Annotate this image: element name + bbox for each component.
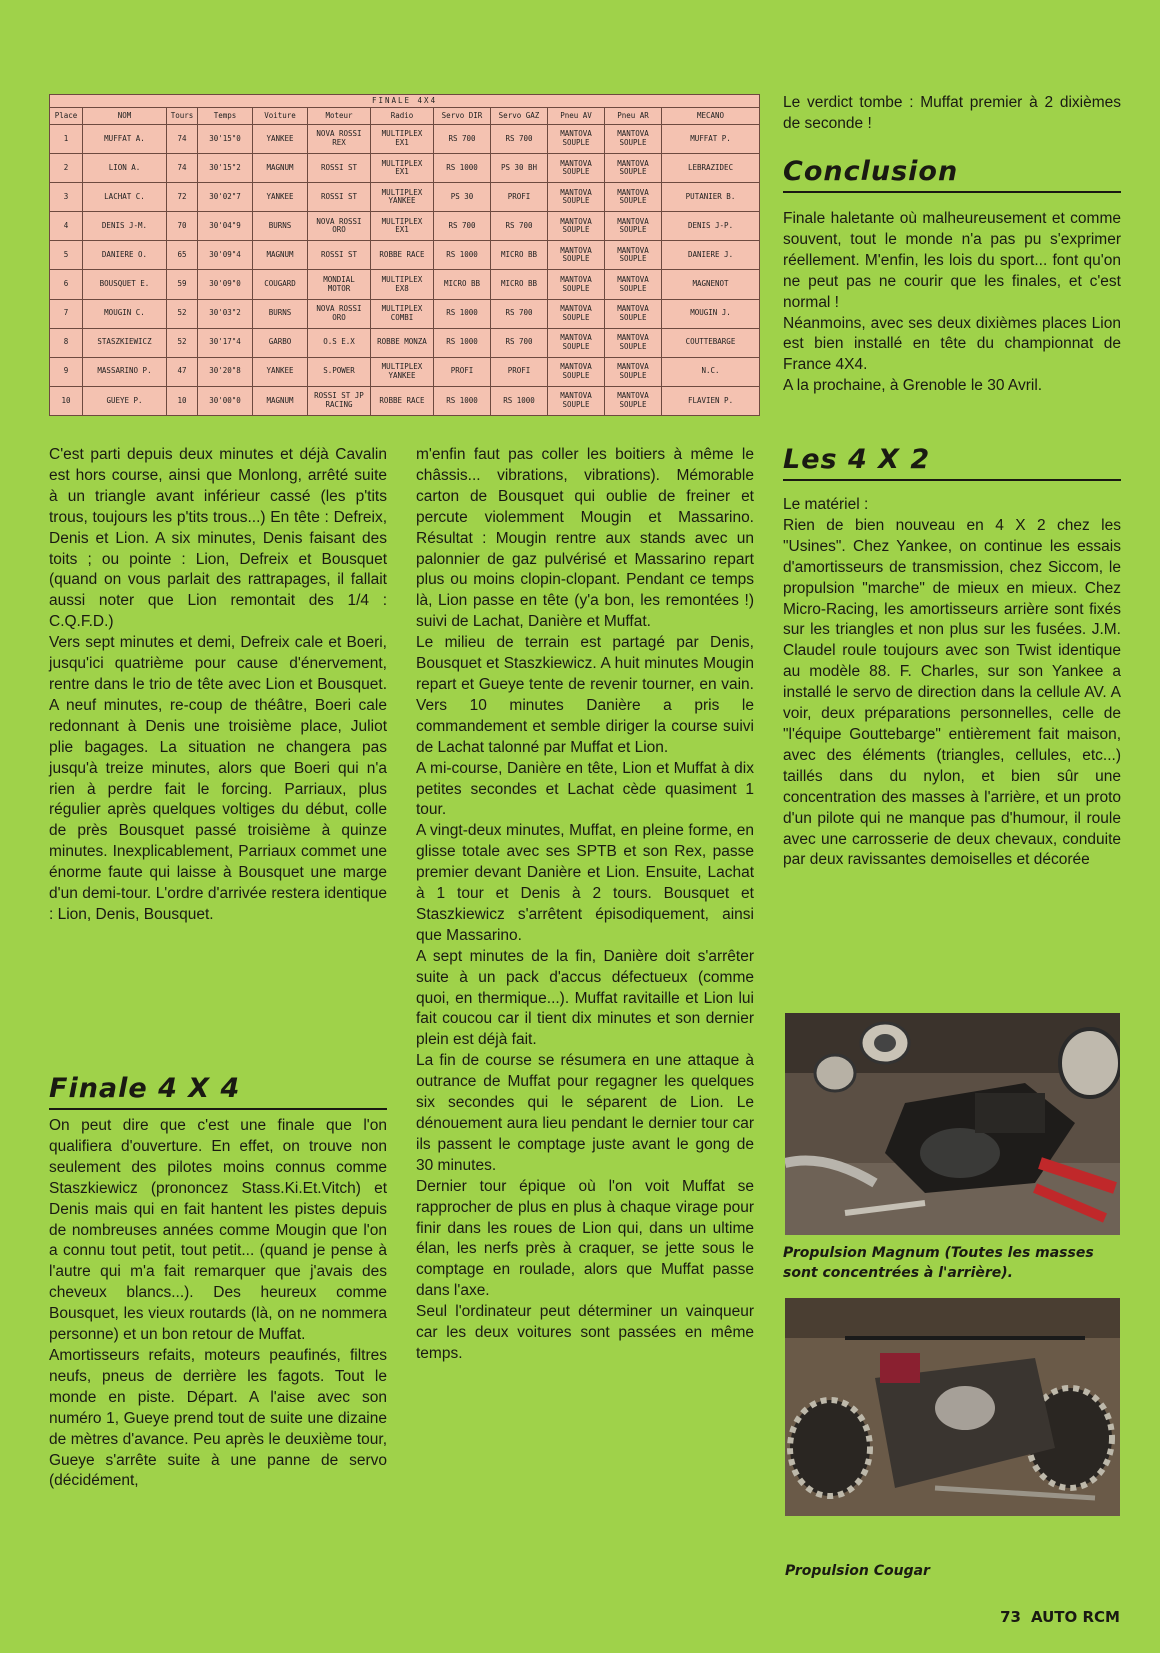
- table-cell: N.C.: [662, 357, 760, 386]
- table-cell: ROSSI ST: [308, 154, 371, 183]
- table-cell: MANTOVA SOUPLE: [548, 328, 605, 357]
- table-cell: MANTOVA SOUPLE: [548, 212, 605, 241]
- table-cell: MICRO BB: [491, 241, 548, 270]
- materiel-text: [783, 495, 1121, 871]
- table-cell: 65: [167, 241, 198, 270]
- table-cell: RS 1000: [434, 386, 491, 415]
- table-cell: MAGNUM: [253, 386, 308, 415]
- paragraph: Le matériel :: [783, 496, 869, 513]
- table-cell: MONDIAL MOTOR: [308, 270, 371, 299]
- table-cell: 30'02"7: [198, 183, 253, 212]
- table-cell: 9: [50, 357, 83, 386]
- table-cell: ROBBE RACE: [371, 241, 434, 270]
- table-cell: LEBRAZIDEC: [662, 154, 760, 183]
- table-cell: DENIS J-M.: [83, 212, 167, 241]
- table-cell: 74: [167, 154, 198, 183]
- table-row: [50, 212, 760, 241]
- column-1-top: [49, 445, 387, 926]
- table-cell: MICRO BB: [491, 270, 548, 299]
- table-cell: 30'04"9: [198, 212, 253, 241]
- table-cell: 59: [167, 270, 198, 299]
- table-cell: 30'15"2: [198, 154, 253, 183]
- table-cell: 30'00"0: [198, 386, 253, 415]
- table-cell: PS 30: [434, 183, 491, 212]
- table-cell: BOUSQUET E.: [83, 270, 167, 299]
- table-header-cell: Pneu AR: [605, 108, 662, 125]
- table-cell: 4: [50, 212, 83, 241]
- table-cell: MANTOVA SOUPLE: [605, 328, 662, 357]
- column-2: [416, 445, 754, 1365]
- table-row: [50, 299, 760, 328]
- table-cell: MAGNUM: [253, 241, 308, 270]
- paragraph: A mi-course, Danière en tête, Lion et Muffat à dix petites secondes et Lachat cède quasiment 1 tour.: [416, 759, 754, 819]
- section-title-4x2: Les 4 X 2: [783, 443, 1121, 481]
- table-cell: RS 1000: [434, 241, 491, 270]
- caption-propulsion-magnum: Propulsion Magnum (Toutes les masses sont concentrées à l'arrière).: [783, 1245, 1094, 1281]
- table-header-row: [50, 108, 760, 125]
- table-row: [50, 154, 760, 183]
- paragraph: A sept minutes de la fin, Danière doit s'arrêter suite à un pack d'accus défectueux (comme quoi, en thermique...). Muffat ravitaille et Lion lui fait coucou car il tient dix minutes et son dernier plein est déjà fait.: [416, 947, 754, 1049]
- table-cell: 30'03"2: [198, 299, 253, 328]
- paragraph: On peut dire que c'est une finale que l'on qualifiera d'ouverture. En effet, on trouve non seulement des pilotes moins connus comme Staszkiewicz (prononcez Stass.Ki.Et.Vitch) et Denis mais qui en fait hantent les pistes depuis de nombreuses années comme Mougin que l'on a connu tout petit, tout petit... (quand je pense à l'autre qui m'a fait remarquer que j'avais des cheveux blancs...). Des heureux comme Bousquet, les vieux routards (là, on ne nommera personne) et un bon retour de Muffat.: [49, 1117, 387, 1344]
- verdict-text: [783, 93, 1121, 135]
- table-cell: YANKEE: [253, 125, 308, 154]
- table-cell: PROFI: [491, 183, 548, 212]
- table-cell: PROFI: [491, 357, 548, 386]
- table-header-cell: NOM: [83, 108, 167, 125]
- table-cell: PS 30 BH: [491, 154, 548, 183]
- table-cell: 52: [167, 328, 198, 357]
- table-row: [50, 357, 760, 386]
- table-cell: NOVA ROSSI ORO: [308, 299, 371, 328]
- table-cell: MANTOVA SOUPLE: [605, 299, 662, 328]
- table-cell: MULTIPLEX COMBI: [371, 299, 434, 328]
- column-1-bottom: [49, 1116, 387, 1492]
- table-cell: MANTOVA SOUPLE: [605, 154, 662, 183]
- photo-propulsion-magnum: [785, 1013, 1120, 1235]
- table-cell: DENIS J-P.: [662, 212, 760, 241]
- table-cell: S.POWER: [308, 357, 371, 386]
- table-cell: RS 700: [491, 328, 548, 357]
- table-cell: 10: [50, 386, 83, 415]
- table-cell: RS 1000: [491, 386, 548, 415]
- table-cell: LACHAT C.: [83, 183, 167, 212]
- table-cell: 7: [50, 299, 83, 328]
- table-cell: MOUGIN J.: [662, 299, 760, 328]
- table-cell: MASSARINO P.: [83, 357, 167, 386]
- table-cell: DANIERE O.: [83, 241, 167, 270]
- photo-propulsion-cougar: [785, 1298, 1120, 1516]
- table-cell: MUFFAT P.: [662, 125, 760, 154]
- table-cell: BURNS: [253, 299, 308, 328]
- table-cell: 3: [50, 183, 83, 212]
- table-cell: 74: [167, 125, 198, 154]
- table-cell: 8: [50, 328, 83, 357]
- paragraph: C'est parti depuis deux minutes et déjà Cavalin est hors course, ainsi que Monlong, arrêté suite à un triangle avant inférieur cassé (les p'tits trous, toujours les p'tits trous...) En tête : Defreix, Denis et Lion. A six minutes, Denis faisant des toits ; ou pointe : Lion, Defreix et Bousquet (quand on vous parlait des rattrapages, il fallait aussi noter que Lion remontait des 1/4 : C.Q.F.D.): [49, 446, 387, 631]
- table-cell: MANTOVA SOUPLE: [605, 241, 662, 270]
- paragraph: Finale haletante où malheureusement et comme souvent, tout le monde n'a pas pu s'exprimer réellement. M'enfin, les lois du sport... font qu'on ne peut pas ne courir que les finales, et c'est normal !: [783, 210, 1121, 311]
- table-cell: ROSSI ST JP RACING: [308, 386, 371, 415]
- table-cell: ROSSI ST: [308, 241, 371, 270]
- table-cell: STASZKIEWICZ: [83, 328, 167, 357]
- table-cell: MANTOVA SOUPLE: [548, 183, 605, 212]
- table-cell: RS 700: [434, 212, 491, 241]
- table-header-cell: Servo GAZ: [491, 108, 548, 125]
- table-cell: RS 700: [491, 212, 548, 241]
- table-cell: MANTOVA SOUPLE: [548, 299, 605, 328]
- table-cell: RS 700: [434, 125, 491, 154]
- page-footer: [900, 1608, 1120, 1626]
- paragraph: Dernier tour épique où l'on voit Muffat se rapprocher de plus en plus à chaque virage pour finir dans les roues de Lion qui, dans un ultime élan, les nerfs près à craquer, se jette sous le comptage en roulade, alors que Muffat passe dans l'axe.: [416, 1177, 754, 1300]
- table-header-cell: Servo DIR: [434, 108, 491, 125]
- table-cell: MULTIPLEX EX1: [371, 125, 434, 154]
- table-cell: DANIERE J.: [662, 241, 760, 270]
- table-cell: 30'15"0: [198, 125, 253, 154]
- table-header-cell: Radio: [371, 108, 434, 125]
- table-header-cell: Voiture: [253, 108, 308, 125]
- paragraph: A la prochaine, à Grenoble le 30 Avril.: [783, 377, 1043, 395]
- table-cell: MANTOVA SOUPLE: [605, 386, 662, 415]
- conclusion-text: [783, 209, 1121, 397]
- table-cell: MANTOVA SOUPLE: [548, 154, 605, 183]
- paragraph: Rien de bien nouveau en 4 X 2 chez les "Usines". Chez Yankee, on continue les essais d'amortisseurs de transmission, chez Siccom, le propulsion "marche" de mieux en mieux. Chez Micro-Racing, les amortisseurs arrière sont fixés sur les triangles et non plus sur les fusées. J.M. Claudel roule toujours avec son Twist identique au modèle 88. F. Charles, sur son Yankee a installé le servo de direction dans la cellule AV. A voir, deux préparations personnelles, celle de "l'équipe Gouttebarge" entièrement fait maison, avec des éléments (triangles, cellules, etc...) taillés dans du nylon, et bien sûr une concentration des masses à l'arrière, et un proto d'un pilote qui ne manque pas d'humour, il roule avec une carrosserie de deux chevaux, conduite par deux ravissantes demoiselles et décorée: [783, 516, 1121, 869]
- table-cell: MANTOVA SOUPLE: [605, 183, 662, 212]
- table-cell: MANTOVA SOUPLE: [548, 270, 605, 299]
- table-cell: 30'09"0: [198, 270, 253, 299]
- table-cell: 6: [50, 270, 83, 299]
- table-cell: MULTIPLEX EX1: [371, 212, 434, 241]
- table-cell: PROFI: [434, 357, 491, 386]
- table-row: [50, 125, 760, 154]
- paragraph: m'enfin faut pas coller les boitiers à même le châssis... vibrations, vibrations). Mémorable carton de Bousquet qui oublie de freiner et percute violemment Mougin et Massarino. Résultat : Mougin rentre aux stands avec un palonnier de gaz pulvérisé et Massarino repart plus ou moins clopin-clopant. Pendant ce temps là, Lion passe en tête (y'a bon, les remontées !) suivi de Lachat, Danière et Muffat.: [416, 446, 754, 631]
- section-title-finale-4x4: Finale 4 X 4: [49, 1072, 387, 1110]
- table-cell: MICRO BB: [434, 270, 491, 299]
- table-cell: MAGNENOT: [662, 270, 760, 299]
- paragraph: Néanmoins, avec ses deux dixièmes places Lion est bien installé en tête du championnat de France 4X4.: [783, 314, 1121, 374]
- table-header-cell: Temps: [198, 108, 253, 125]
- table-cell: 30'09"4: [198, 241, 253, 270]
- table-cell: 52: [167, 299, 198, 328]
- page-number: 73: [1000, 1608, 1021, 1626]
- table-cell: RS 1000: [434, 299, 491, 328]
- table-cell: LION A.: [83, 154, 167, 183]
- table-row: [50, 183, 760, 212]
- table-cell: 70: [167, 212, 198, 241]
- table-cell: 10: [167, 386, 198, 415]
- table-cell: MANTOVA SOUPLE: [548, 241, 605, 270]
- table-cell: RS 1000: [434, 154, 491, 183]
- table-cell: COUGARD: [253, 270, 308, 299]
- table-cell: YANKEE: [253, 357, 308, 386]
- table-cell: 2: [50, 154, 83, 183]
- table-cell: MUFFAT A.: [83, 125, 167, 154]
- table-cell: MULTIPLEX YANKEE: [371, 357, 434, 386]
- paragraph: Le milieu de terrain est partagé par Denis, Bousquet et Staszkiewicz. A huit minutes Mougin repart et Gueye tente de revenir tourner, en vain. Vers 10 minutes Danière a pris le commandement et semble diriger la course suivi de Lachat talonné par Muffat et Lion.: [416, 634, 754, 756]
- results-table: [49, 94, 760, 416]
- magazine-name: AUTO RCM: [1030, 1608, 1120, 1626]
- table-cell: MULTIPLEX EX1: [371, 154, 434, 183]
- table-cell: RS 1000: [434, 328, 491, 357]
- paragraph: La fin de course se résumera en une attaque à outrance de Muffat pour regagner les quelques six secondes qui le séparent de Lion. Le dénouement aura lieu pendant le dernier tour car ils passent le comptage juste avant le gong de 30 minutes.: [416, 1052, 754, 1174]
- table-header-cell: Moteur: [308, 108, 371, 125]
- table-cell: 1: [50, 125, 83, 154]
- table-cell: COUTTEBARGE: [662, 328, 760, 357]
- table-cell: RS 700: [491, 299, 548, 328]
- paragraph: Vers sept minutes et demi, Defreix cale et Boeri, jusqu'ici quatrième pour cause d'énervement, rentre dans le trio de tête avec Lion et Bousquet. A neuf minutes, re-coup de théâtre, Boeri cale redonnant à Denis une troisième place, Juliot plie bagages. La situation ne changera pas jusqu'à treize minutes, alors que Boeri qui n'a rien à perdre fait le forcing. Parriaux, plus régulier après quelques voltiges du début, colle de près Bousquet passé troisième à quinze minutes. Inexplicablement, Parriaux commet une énorme faute qui laisse à Bousquet une marge d'un demi-tour. L'ordre d'arrivée restera identique : Lion, Denis, Bousquet.: [49, 634, 387, 923]
- paragraph: Seul l'ordinateur peut déterminer un vainqueur car les deux voitures sont passées en même temps.: [416, 1303, 754, 1362]
- table-cell: MANTOVA SOUPLE: [605, 357, 662, 386]
- table-cell: NOVA ROSSI ORO: [308, 212, 371, 241]
- table-cell: MULTIPLEX YANKEE: [371, 183, 434, 212]
- table-cell: YANKEE: [253, 183, 308, 212]
- table-cell: RS 700: [491, 125, 548, 154]
- table-cell: 47: [167, 357, 198, 386]
- table-cell: BURNS: [253, 212, 308, 241]
- caption-propulsion-cougar: Propulsion Cougar: [785, 1563, 930, 1579]
- table-header-cell: Tours: [167, 108, 198, 125]
- table-header-cell: Place: [50, 108, 83, 125]
- section-title-conclusion: Conclusion: [783, 155, 1121, 193]
- table-title: FINALE 4X4: [50, 95, 760, 108]
- table-cell: NOVA ROSSI REX: [308, 125, 371, 154]
- table-cell: MOUGIN C.: [83, 299, 167, 328]
- table-cell: 30'17"4: [198, 328, 253, 357]
- table-cell: MANTOVA SOUPLE: [548, 386, 605, 415]
- table-body: [50, 125, 760, 416]
- paragraph: A vingt-deux minutes, Muffat, en pleine forme, en glisse totale avec ses SPTB et son Rex, passe premier devant Danière et Lion. Ensuite, Lachat à 1 tour et Denis à 2 tours. Bousquet et Staszkiewicz s'arrêtent épisodiquement, ainsi que Massarino.: [416, 822, 754, 944]
- table-cell: ROBBE MONZA: [371, 328, 434, 357]
- table-cell: 30'20"8: [198, 357, 253, 386]
- table-cell: MANTOVA SOUPLE: [548, 357, 605, 386]
- table-cell: 5: [50, 241, 83, 270]
- table-cell: MULTIPLEX EX8: [371, 270, 434, 299]
- table-cell: GUEYE P.: [83, 386, 167, 415]
- table-cell: ROSSI ST: [308, 183, 371, 212]
- table-cell: GARBO: [253, 328, 308, 357]
- table-cell: PUTANIER B.: [662, 183, 760, 212]
- table-cell: MAGNUM: [253, 154, 308, 183]
- table-cell: MANTOVA SOUPLE: [605, 212, 662, 241]
- table-row: [50, 328, 760, 357]
- table-header-cell: MECANO: [662, 108, 760, 125]
- table-header-cell: Pneu AV: [548, 108, 605, 125]
- table-cell: 72: [167, 183, 198, 212]
- table-cell: FLAVIEN P.: [662, 386, 760, 415]
- table-cell: MANTOVA SOUPLE: [605, 270, 662, 299]
- table-cell: ROBBE RACE: [371, 386, 434, 415]
- table-cell: MANTOVA SOUPLE: [548, 125, 605, 154]
- table-row: [50, 241, 760, 270]
- table-row: [50, 386, 760, 415]
- table-row: [50, 270, 760, 299]
- table-cell: MANTOVA SOUPLE: [605, 125, 662, 154]
- table-cell: O.S E.X: [308, 328, 371, 357]
- paragraph: Amortisseurs refaits, moteurs peaufinés, filtres neufs, pneus de derrière les fagots. Tout le monde en piste. Départ. A l'aise avec son numéro 1, Gueye prend tout de suite une dizaine de mètres d'avance. Peu après le deuxième tour, Gueye s'arrête suite à une panne de servo (décidément,: [49, 1346, 387, 1490]
- paragraph: Le verdict tombe : Muffat premier à 2 dixièmes de seconde !: [783, 94, 1121, 132]
